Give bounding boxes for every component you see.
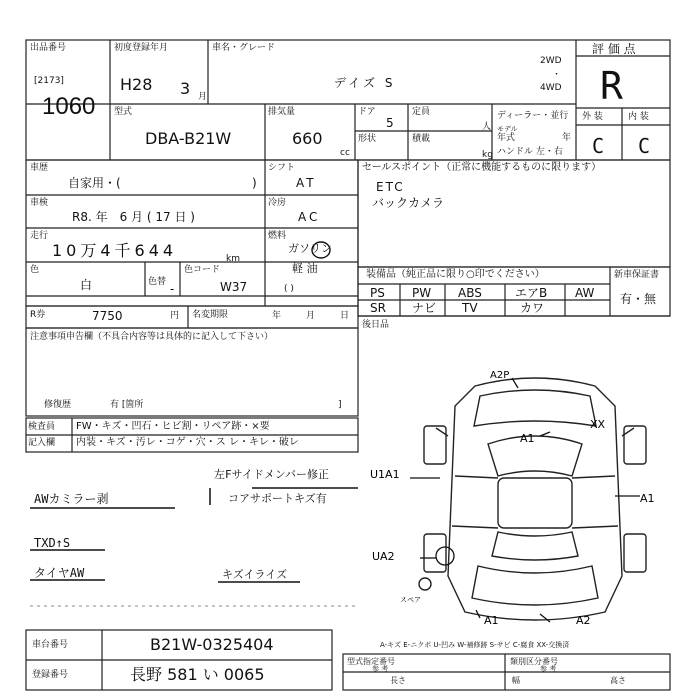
class-label: 類別区分番号 [510,657,558,666]
inspector-label-1: 検査員 [28,422,56,432]
lot-sub: [2173] [34,76,64,86]
ext-label: 外 装 [582,112,603,122]
history-close: ) [252,176,257,190]
ac-value: AC [298,210,321,224]
equip-sr: SR [370,301,386,315]
sales-label: セールスポイント（正常に機能するものに限ります） [362,162,602,173]
diagram-top-mark: A2P [490,370,510,381]
equip-pw: PW [412,286,432,300]
handwritten-line-4: タイヤAW [34,566,85,580]
month-unit: 月 [198,92,208,102]
fuel-alt: 軽 油 [292,262,318,275]
color-label: 色 [30,265,40,275]
ac-label: 冷房 [268,198,287,208]
fuel-label: 燃料 [268,231,287,241]
recycle-value: 7750 [92,309,123,323]
person-unit: 人 [482,122,492,132]
history-label: 車歴 [30,163,49,173]
diagram-bottom-mark-a2: A2 [576,614,591,627]
handwritten-line-2b: コアサポートキズ有 [228,492,327,505]
displacement-value: 660 [292,129,323,148]
handwritten-line-3: TXD↑S [34,536,71,550]
model-value: DBA-B21W [145,129,232,148]
repair-close: ] [338,400,342,410]
rating-value: R [600,64,623,108]
repair-value: 有 [箇所 [110,400,144,410]
ext-value: C [592,134,605,158]
handwritten-line-5: キズイライズ [222,568,288,581]
model-year-label: モデル [497,125,518,133]
door-value: 5 [386,116,394,130]
chassis-value: B21W-0325404 [150,635,274,654]
inspection-value: R8. 年 6 月 ( 17 日 ) [72,210,195,224]
color-change-label: 色替 [148,277,167,287]
mileage-value: 10万4千644 [52,241,178,260]
load-label: 積載 [412,134,431,144]
lot-label: 出品番号 [30,43,67,53]
dealer-label: ディーラー・並行 [497,111,569,121]
door-label: ドア [358,107,376,117]
expiry-year: 年 [272,311,282,321]
car-name: デイズ S [334,76,396,90]
handwritten-line-2a: AWカミラー剥 [34,492,109,506]
model-label: 型式 [114,107,133,117]
diagram-right-mark: A1 [640,492,655,505]
diagram-left-rear-mark: UA2 [372,550,395,563]
year-unit: 年 [562,133,572,143]
expiry-month: 月 [306,311,316,321]
fuel-value: ガソリン [288,242,332,255]
equipment-label: 装備品（純正品に限り○印でください） [366,269,545,280]
car-name-label: 車名・グレード [212,43,276,53]
history-value: 自家用・( [68,176,121,190]
drive-dot: ・ [552,70,562,80]
lot-number: 1060 [42,93,96,120]
capacity-label: 定員 [412,107,431,117]
mileage-label: 走行 [30,231,49,241]
width-label: 幅 [512,676,520,685]
equip-kawa: カワ [520,301,545,315]
height-label: 高さ [610,676,626,685]
handwritten-line-1: 左Fサイドメンバー修正 [214,468,329,481]
displacement-label: 排気量 [268,107,296,117]
equip-airbag: エアB [515,286,548,300]
cc-unit: cc [340,148,350,158]
shift-label: シフト [268,163,296,173]
damage-legend: A-キズ E-ニクボ U-凹み W-補修跡 S-サビ C-腐食 XX-交換済 [380,641,570,649]
warranty-value: 有・無 [620,292,657,306]
fuel-circle [310,240,332,260]
diagram-hood-mark: A1 [520,432,535,445]
warranty-label: 新車保証書 [614,270,660,280]
color-code-label: 色コード [184,265,221,275]
plate-label: 登録番号 [32,670,69,680]
expiry-label: 名変期限 [192,310,229,320]
rating-label: 評 価 点 [592,42,636,56]
expiry-day: 日 [340,311,350,321]
first-reg-month: 3 [180,79,191,98]
inspector-label-2: 記入欄 [28,438,56,448]
notes-label: 注意事項申告欄（不具合内容等は具体的に記入して下さい） [30,332,274,342]
mileage-unit: km [226,254,240,264]
chassis-label: 車台番号 [32,640,69,650]
equip-abs: ABS [458,286,482,300]
fuel-paren: ( ) [284,284,294,294]
back-label: 後日品 [362,320,390,330]
sales-point-1: ETC [376,180,405,194]
length-label: 長さ [390,676,406,685]
inspector-row-1: FW・キズ・凹石・ヒビ割・リペア跡・×要 [76,421,270,432]
diagram-bottom-mark-a1: A1 [484,614,499,627]
car-damage-diagram [370,366,670,636]
plate-value: 長野 581 い 0065 [130,665,265,684]
drive-2wd: 2WD [540,56,562,66]
ref-label-1: 参 考 [372,665,389,673]
shape-label: 形状 [358,134,377,144]
int-value: C [638,134,651,158]
recycle-label: R券 [30,310,46,320]
drive-4wd: 4WD [540,83,562,93]
kg-unit: kg [482,150,493,160]
equip-ps: PS [370,286,385,300]
equip-aw: AW [575,286,595,300]
first-reg-era: H28 [120,75,153,94]
handle-label: ハンドル 左・右 [497,147,563,157]
int-label: 内 装 [628,112,649,122]
diagram-spare-label: スペア [400,596,421,604]
color-value: 白 [80,278,93,292]
color-code-value: W37 [220,280,248,294]
recycle-yen: 円 [170,311,180,321]
ref-label-2: 参 考 [540,665,557,673]
shift-value: AT [296,176,317,190]
diagram-left-mark: U1A1 [370,468,400,481]
designation-label: 型式指定番号 [347,657,395,666]
inspector-row-2: 内装・キズ・汚レ・コゲ・穴・ス レ・キレ・破レ [76,437,299,448]
equip-navi: ナビ [412,301,437,315]
repair-label: 修復歴 [44,400,72,410]
sales-point-2: バックカメラ [372,196,445,210]
first-reg-label: 初度登録年月 [114,43,169,53]
inspection-label: 車検 [30,198,49,208]
diagram-xx-mark: XX [590,418,606,431]
equip-tv: TV [462,301,478,315]
color-change-mark: - [170,282,175,296]
year-label: 年式 [497,133,516,143]
